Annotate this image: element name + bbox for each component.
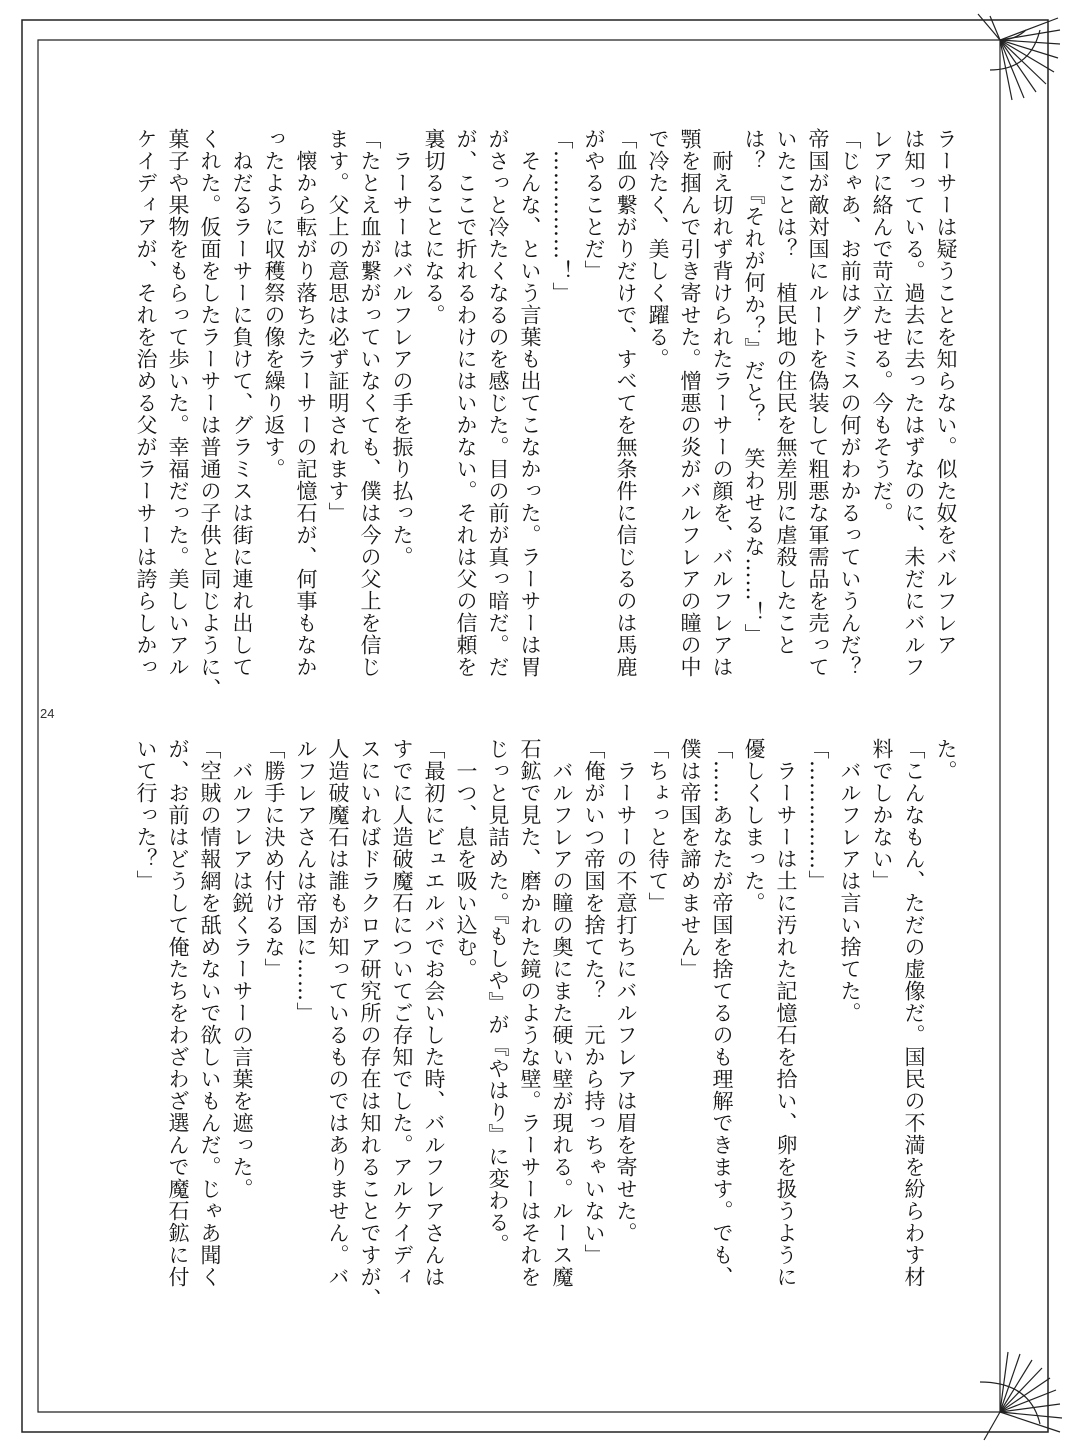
text-line: は知っている。過去に去ったはずなのに、未だにバルフ bbox=[902, 128, 926, 678]
text-line: いたことは？ 植民地の住民を無差別に虐殺したこと bbox=[774, 128, 798, 656]
text-line: バルフレアは言い捨てた。 bbox=[838, 738, 862, 1024]
text-line: 「……あなたが帝国を捨てるのも理解できます。でも、 bbox=[710, 738, 734, 1288]
text-line: 「最初にビュエルバでお会いした時、バルフレアさんは bbox=[422, 738, 446, 1288]
text-line: 優しくしまった。 bbox=[742, 738, 766, 914]
text-line: ねだるラーサーに負けて、グラミスは街に連れ出して bbox=[230, 128, 254, 678]
text-line: バルフレアは鋭くラーサーの言葉を遮った。 bbox=[230, 738, 254, 1200]
text-line: くれた。仮面をしたラーサーは普通の子供と同じように、 bbox=[198, 128, 222, 700]
text-line: 「俺がいつ帝国を捨てた？ 元から持っちゃいない」 bbox=[582, 738, 606, 1266]
text-line: が、ここで折れるわけにはいかない。それは父の信頼を bbox=[454, 128, 478, 678]
text-line: ます。父上の意思は必ず証明されます」 bbox=[326, 128, 350, 524]
text-line: 料でしかない」 bbox=[870, 738, 894, 892]
text-line: 一つ、息を吸い込む。 bbox=[454, 738, 478, 980]
text-line: 「ちょっと待て」 bbox=[646, 738, 670, 914]
text-line: 「たとえ血が繋がっていなくても、僕は今の父上を信じ bbox=[358, 128, 382, 678]
text-line: スにいればドラクロア研究所の存在は知れることですが、 bbox=[358, 738, 382, 1310]
text-line: ったように収穫祭の像を繰り返す。 bbox=[262, 128, 286, 480]
text-line: いて行った？」 bbox=[134, 738, 158, 892]
text-line: がやることだ」 bbox=[582, 128, 606, 282]
text-line: ケイディアが、それを治める父がラーサーは誇らしかっ bbox=[134, 128, 158, 678]
text-line: ラーサーの不意打ちにバルフレアは眉を寄せた。 bbox=[614, 738, 638, 1244]
text-line: 僕は帝国を諦めません」 bbox=[678, 738, 702, 980]
page-number: 24 bbox=[40, 706, 55, 721]
text-line: は？ 『それが何か？』だと？ 笑わせるな……！」 bbox=[742, 128, 766, 646]
text-line: 「こんなもん、ただの虚像だ。国民の不満を紛らわす材 bbox=[902, 738, 926, 1288]
text-line: ラーサーは疑うことを知らない。似た奴をバルフレア bbox=[934, 128, 958, 656]
text-line: レアに絡んで苛立たせる。今もそうだ。 bbox=[870, 128, 894, 524]
text-line: すでに人造破魔石についてご存知でした。アルケイディ bbox=[390, 738, 414, 1288]
text-line: ルフレアさんは帝国に……」 bbox=[294, 738, 318, 1024]
text-line: 「じゃあ、お前はグラミスの何がわかるっていうんだ？ bbox=[838, 128, 862, 678]
text-line: 「……………」 bbox=[806, 738, 830, 892]
text-line: じっと見詰めた。『もしや』が『やはり』に変わる。 bbox=[486, 738, 510, 1256]
upper-text-block bbox=[130, 128, 962, 700]
text-line: 「血の繋がりだけで、すべてを無条件に信じるのは馬鹿 bbox=[614, 128, 638, 678]
text-line: で冷たく、美しく躍る。 bbox=[646, 128, 670, 370]
text-line: 石鉱で見た、磨かれた鏡のような壁。ラーサーはそれを bbox=[518, 738, 542, 1288]
text-line: 人造破魔石は誰もが知っているものではありません。バ bbox=[326, 738, 350, 1288]
text-line: 耐え切れず背けられたラーサーの顔を、バルフレアは bbox=[710, 128, 734, 678]
text-line: 菓子や果物をもらって歩いた。幸福だった。美しいアル bbox=[166, 128, 190, 678]
text-line: 懐から転がり落ちたラーサーの記憶石が、何事もなか bbox=[294, 128, 318, 678]
text-line: そんな、という言葉も出てこなかった。ラーサーは胃 bbox=[518, 128, 542, 678]
text-line: ラーサーはバルフレアの手を振り払った。 bbox=[390, 128, 414, 568]
text-line: 「空賊の情報網を舐めないで欲しいもんだ。じゃあ聞く bbox=[198, 738, 222, 1288]
text-line: た。 bbox=[934, 738, 958, 782]
text-line: ラーサーは土に汚れた記憶石を拾い、卵を扱うように bbox=[774, 738, 798, 1288]
text-line: 顎を掴んで引き寄せた。憎悪の炎がバルフレアの瞳の中 bbox=[678, 128, 702, 678]
text-line: 帝国が敵対国にルートを偽装して粗悪な軍需品を売って bbox=[806, 128, 830, 678]
lower-text-block bbox=[130, 738, 962, 1310]
text-line: がさっと冷たくなるのを感じた。目の前が真っ暗だ。だ bbox=[486, 128, 510, 678]
text-line: 「勝手に決め付けるな」 bbox=[262, 738, 286, 980]
text-line: が、お前はどうして俺たちをわざわざ選んで魔石鉱に付 bbox=[166, 738, 190, 1288]
corner-fan-bottom-right bbox=[980, 1352, 1062, 1440]
text-line: バルフレアの瞳の奥にまた硬い壁が現れる。ルース魔 bbox=[550, 738, 574, 1288]
text-line: 「……………！」 bbox=[550, 128, 574, 304]
text-line: 裏切ることになる。 bbox=[422, 128, 446, 326]
